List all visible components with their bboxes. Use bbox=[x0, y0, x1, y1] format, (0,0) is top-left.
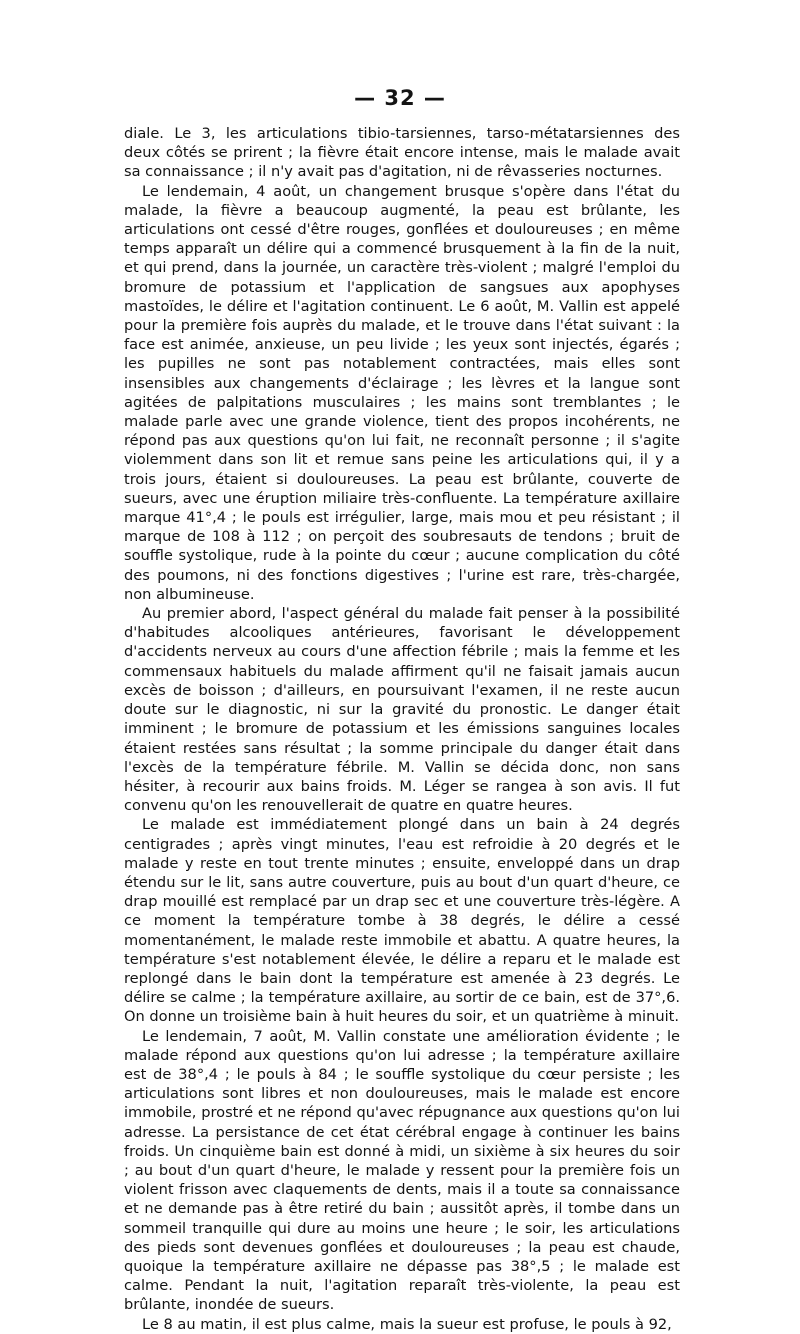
paragraph: Le malade est immédiatement plongé dans un bain à 24 degrés centigrades ; après vingt minutes, l'eau est refroidie à 20 degrés et le malade y reste en tout trente minutes ; ensuite, enveloppé dans un drap étendu sur le lit, sans autre couverture, puis au bout d'un quart d'heure, ce drap mouillé est remplacé par un drap sec et une couverture très-légère. A ce moment la température tombe à 38 degrés, le délire a cessé momentanément, le malade reste immobile et abattu. A quatre heures, la température s'est notablement élevée, le délire a reparu et le malade est replongé dans le bain dont la température est amenée à 23 degrés. Le délire se calme ; la température axillaire, au sortir de ce bain, est de 37°,6. On donne un troisième bain à huit heures du soir, et un quatrième à minuit. bbox=[124, 816, 680, 1026]
paragraph: diale. Le 3, les articulations tibio-tarsiennes, tarso-métatarsiennes des deux côtés se prirent ; la fièvre était encore intense, mais le malade avait sa connaissance ; il n'y avait pas d'agitation, ni de rêvasseries nocturnes. bbox=[124, 125, 680, 181]
paragraph: Le 8 au matin, il est plus calme, mais la sueur est profuse, le pouls à 92, bbox=[142, 1315, 672, 1333]
paragraph: Au premier abord, l'aspect général du malade fait penser à la possibilité d'habitudes alcooliques antérieures, favorisant le développement d'accidents nerveux au cours d'une affection fébrile ; mais la femme et les commensaux habituels du malade affirment qu'il ne faisait jamais aucun excès de boisson ; d'ailleurs, en poursuivant l'examen, il ne reste aucun doute sur le diagnostic, ni sur la gravité du pronostic. Le danger était imminent ; le bromure de potassium et les émissions sanguines locales étaient restées sans résultat ; la somme principale du danger était dans l'excès de la température fébrile. M. Vallin se décida donc, non sans hésiter, à recourir aux bains froids. M. Léger se rangea à son avis. Il fut convenu qu'on les renouvellerait de quatre en quatre heures. bbox=[124, 605, 680, 815]
body-text bbox=[124, 124, 680, 1334]
paragraph: Le lendemain, 7 août, M. Vallin constate une amélioration évidente ; le malade répond aux questions qu'on lui adresse ; la température axillaire est de 38°,4 ; le pouls à 84 ; le souffle systolique du cœur persiste ; les articulations sont libres et non douloureuses, mais le malade est encore immobile, prostré et ne répond qu'avec répugnance aux questions qu'on lui adresse. La persistance de cet état cérébral engage à continuer les bains froids. Un cinquième bain est donné à midi, un sixième à six heures du soir ; au bout d'un quart d'heure, le malade y ressent pour la première fois un violent frisson avec claquements de dents, mais il a toute sa connaissance et ne demande pas à être retiré du bain ; aussitôt après, il tombe dans un sommeil tranquille qui dure au moins une heure ; le soir, les articulations des pieds sont devenues gonflées et douloureuses ; la peau est chaude, quoique la température axillaire ne dépasse pas 38°,5 ; le malade est calme. Pendant la nuit, l'agitation reparaît très-violente, la peau est brûlante, inondée de sueurs. bbox=[124, 1027, 680, 1314]
paragraph: Le lendemain, 4 août, un changement brusque s'opère dans l'état du malade, la fièvre a beaucoup augmenté, la peau est brûlante, les articulations ont cessé d'être rouges, gonflées et douloureuses ; en même temps apparaît un délire qui a commencé brusquement à la fin de la nuit, et qui prend, dans la journée, un caractère très-violent ; malgré l'emploi du bromure de potassium et l'application de sangsues aux apophyses mastoïdes, le délire et l'agitation continuent. Le 6 août, M. Vallin est appelé pour la première fois auprès du malade, et le trouve dans l'état suivant : la face est animée, anxieuse, un peu livide ; les yeux sont injectés, égarés ; les pupilles ne sont pas notablement contractées, mais elles sont insensibles aux changements d'éclairage ; les lèvres et la langue sont agitées de palpitations musculaires ; les mains sont tremblantes ; le malade parle avec une grande violence, tient des propos incohérents, ne répond pas aux questions qu'on lui fait, ne reconnaît personne ; il s'agite violemment dans son lit et remue sans peine les articulations qui, il y a trois jours, étaient si douloureuses. La peau est brûlante, couverte de sueurs, avec une éruption miliaire très-confluente. La température axillaire marque 41°,4 ; le pouls est irrégulier, large, mais mou et peu résistant ; il marque de 108 à 112 ; on perçoit des soubresauts de tendons ; bruit de souffle systolique, rude à la pointe du cœur ; aucune complication du côté des poumons, ni des fonctions digestives ; l'urine est rare, très-chargée, non albumineuse. bbox=[124, 182, 680, 603]
page-number: — 32 — bbox=[354, 86, 446, 110]
